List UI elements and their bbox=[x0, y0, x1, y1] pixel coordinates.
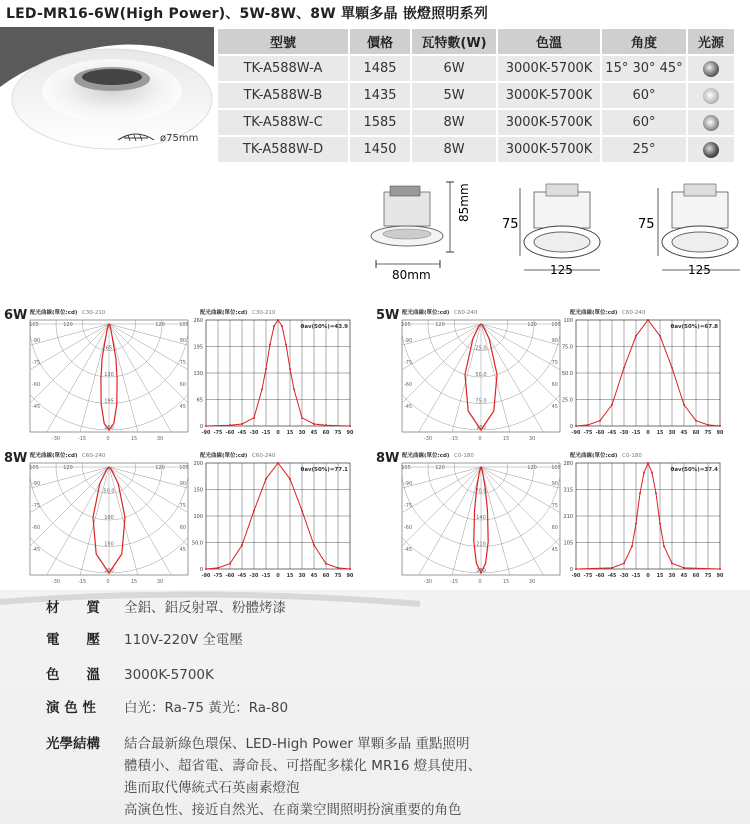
y-tick: 280 bbox=[563, 461, 573, 467]
tick-label: 90 bbox=[179, 481, 186, 487]
x-tick: 45 bbox=[310, 431, 318, 436]
y-tick: 195 bbox=[193, 344, 203, 351]
x-tick: -30 bbox=[619, 574, 629, 579]
beam-angle-label: θav(50%)=77.1 bbox=[300, 467, 348, 473]
bulb-icon bbox=[703, 115, 719, 131]
spec-label: 材 質 bbox=[46, 600, 100, 616]
ring-label: 75.0 bbox=[475, 398, 487, 405]
cell-angle: 25° bbox=[602, 137, 686, 162]
x-tick: -75 bbox=[583, 574, 593, 579]
cell-angle: 60° bbox=[602, 83, 686, 108]
x-tick: -90 bbox=[201, 574, 211, 579]
chart-title: 配光曲線(單位:cd) bbox=[402, 453, 450, 459]
y-tick: 150 bbox=[193, 487, 203, 494]
tick-label: 120 bbox=[155, 465, 165, 471]
bulb-icon bbox=[703, 142, 719, 158]
bulb-icon bbox=[703, 61, 719, 77]
tick-label: -90 bbox=[32, 338, 41, 344]
panel-label: 5W bbox=[376, 308, 400, 323]
spec-label: 電 壓 bbox=[46, 632, 100, 648]
tick-label: 60 bbox=[551, 525, 558, 531]
panel-label: 8W bbox=[376, 451, 400, 466]
intensity-chart bbox=[179, 306, 362, 454]
col-source: 光源 bbox=[688, 29, 734, 54]
y-tick: 0 bbox=[199, 424, 203, 430]
tick-label: -15 bbox=[449, 436, 459, 442]
beam-angle-label: θav(50%)=37.4 bbox=[670, 467, 718, 473]
col-model: 型號 bbox=[218, 29, 348, 54]
cutout-dimension bbox=[116, 131, 198, 145]
chart-title: 配光曲線(單位:cd) bbox=[570, 453, 618, 459]
col-price: 價格 bbox=[350, 29, 410, 54]
y-tick: 25.0 bbox=[561, 397, 573, 404]
cell-watt: 8W bbox=[412, 110, 496, 135]
tick-label: 105 bbox=[29, 465, 39, 471]
tick-label: 45 bbox=[551, 547, 558, 553]
chart-subtitle: C0-180 bbox=[622, 453, 642, 459]
front-view-drawing bbox=[658, 184, 740, 270]
front-view-drawing bbox=[520, 184, 600, 270]
tick-label: 30 bbox=[528, 436, 536, 442]
y-tick: 75.0 bbox=[561, 344, 573, 351]
tick-label: 0 bbox=[106, 436, 110, 442]
product-table bbox=[216, 27, 736, 164]
tick-label: 30 bbox=[156, 579, 164, 585]
y-tick: 200 bbox=[193, 461, 203, 467]
tick-label: -30 bbox=[51, 579, 61, 585]
cell-price: 1585 bbox=[350, 110, 410, 135]
tick-label: 0 bbox=[106, 579, 110, 585]
spec-value: 全鋁、鋁反射罩、粉體烤漆 bbox=[124, 600, 286, 616]
spec-row-optics bbox=[46, 733, 481, 821]
tick-label: -15 bbox=[77, 579, 87, 585]
height-label: 75 bbox=[502, 217, 519, 232]
ring-label: 50.0 bbox=[475, 372, 487, 378]
cell-model: TK-A588W-D bbox=[218, 137, 348, 162]
x-tick: -90 bbox=[201, 431, 211, 436]
cutout-icon bbox=[116, 131, 156, 145]
y-tick: 0 bbox=[569, 424, 573, 430]
x-tick: -45 bbox=[607, 431, 617, 436]
x-tick: -60 bbox=[225, 574, 235, 579]
side-view-drawing bbox=[371, 182, 454, 268]
tick-label: -45 bbox=[32, 404, 41, 410]
tick-label: 120 bbox=[63, 465, 73, 471]
x-tick: 30 bbox=[668, 574, 676, 579]
tick-label: 15 bbox=[502, 579, 510, 585]
table-header bbox=[218, 29, 734, 54]
tick-label: 105 bbox=[551, 465, 561, 471]
x-tick: 30 bbox=[668, 431, 676, 436]
tick-label: 15 bbox=[502, 436, 510, 442]
spec-label: 色 溫 bbox=[46, 667, 100, 683]
x-tick: 45 bbox=[680, 574, 688, 579]
tick-label: 120 bbox=[527, 322, 537, 328]
ring-label: 100 bbox=[476, 425, 486, 431]
x-tick: 60 bbox=[322, 574, 330, 579]
x-tick: -45 bbox=[237, 574, 247, 579]
table-row bbox=[218, 83, 734, 108]
tick-label: 45 bbox=[179, 404, 186, 410]
x-tick: 60 bbox=[692, 431, 700, 436]
page-title: LED-MR16-6W(High Power)、5W-8W、8W 單顆多晶 嵌燈照明系列 bbox=[6, 6, 489, 22]
col-temp: 色溫 bbox=[498, 29, 600, 54]
table-row bbox=[218, 137, 734, 162]
spec-line: 體積小、超省電、壽命長、可搭配多樣化 MR16 燈具使用、 bbox=[124, 758, 482, 774]
tick-label: -90 bbox=[404, 481, 413, 487]
cell-source bbox=[688, 83, 734, 108]
width-label: 125 bbox=[688, 263, 711, 277]
ring-label: 140 bbox=[476, 515, 486, 521]
tick-label: 105 bbox=[401, 322, 411, 328]
tick-label: 15 bbox=[130, 436, 138, 442]
cell-price: 1450 bbox=[350, 137, 410, 162]
x-tick: 60 bbox=[692, 574, 700, 579]
tick-label: -75 bbox=[32, 360, 41, 366]
tick-label: 45 bbox=[179, 547, 186, 553]
tick-label: -60 bbox=[404, 525, 413, 531]
x-tick: 75 bbox=[704, 574, 712, 579]
bulb-icon bbox=[703, 88, 719, 104]
tick-label: 90 bbox=[551, 338, 558, 344]
chart-title: 配光曲線(單位:cd) bbox=[200, 453, 248, 459]
cell-temp: 3000K-5700K bbox=[498, 110, 600, 135]
spec-row-color-temp bbox=[46, 664, 214, 686]
panel-label: 8W bbox=[4, 451, 28, 466]
x-tick: -30 bbox=[249, 431, 259, 436]
x-tick: 75 bbox=[334, 431, 342, 436]
chart-title: 配光曲線(單位:cd) bbox=[570, 310, 618, 316]
y-tick: 260 bbox=[193, 318, 203, 324]
cell-angle: 60° bbox=[602, 110, 686, 135]
x-tick: 60 bbox=[322, 431, 330, 436]
cell-source bbox=[688, 110, 734, 135]
spec-row-voltage bbox=[46, 629, 243, 651]
tick-label: -75 bbox=[404, 360, 413, 366]
polar-chart bbox=[20, 306, 198, 454]
polar-chart bbox=[392, 449, 570, 597]
cell-model: TK-A588W-B bbox=[218, 83, 348, 108]
cutout-label: ø75mm bbox=[160, 132, 199, 144]
x-tick: 30 bbox=[298, 574, 306, 579]
table-row bbox=[218, 56, 734, 81]
x-tick: 75 bbox=[334, 574, 342, 579]
tick-label: 0 bbox=[478, 579, 482, 585]
tick-label: 105 bbox=[29, 322, 39, 328]
x-tick: -30 bbox=[249, 574, 259, 579]
x-tick: -75 bbox=[583, 431, 593, 436]
ring-label: 210 bbox=[476, 541, 486, 548]
x-tick: 15 bbox=[656, 574, 664, 579]
cell-source bbox=[688, 56, 734, 81]
tick-label: 105 bbox=[179, 322, 189, 328]
tick-label: 75 bbox=[551, 503, 558, 509]
chart-subtitle: C60-240 bbox=[252, 453, 276, 459]
tick-label: -75 bbox=[404, 503, 413, 509]
tick-label: 15 bbox=[130, 579, 138, 585]
chart-subtitle: C60-240 bbox=[622, 310, 646, 316]
width-label: 80mm bbox=[392, 268, 431, 282]
tick-label: -45 bbox=[404, 547, 413, 553]
ring-label: 195 bbox=[104, 398, 114, 405]
tick-label: 120 bbox=[527, 465, 537, 471]
tick-label: -60 bbox=[32, 525, 41, 531]
x-tick: 15 bbox=[286, 574, 294, 579]
y-tick: 50.0 bbox=[561, 371, 573, 377]
x-tick: 15 bbox=[286, 431, 294, 436]
tick-label: 75 bbox=[179, 360, 186, 366]
tick-label: 105 bbox=[401, 465, 411, 471]
x-tick: -45 bbox=[607, 574, 617, 579]
panel-label: 6W bbox=[4, 308, 28, 323]
chart-subtitle: C60-240 bbox=[82, 453, 106, 459]
y-tick: 100 bbox=[193, 514, 203, 520]
ring-label: 260 bbox=[104, 425, 114, 431]
y-tick: 130 bbox=[193, 371, 203, 377]
tick-label: 120 bbox=[435, 322, 445, 328]
y-tick: 100 bbox=[563, 318, 573, 324]
tick-label: 30 bbox=[156, 436, 164, 442]
x-tick: -15 bbox=[261, 574, 271, 579]
beam-angle-label: θav(50%)=43.9 bbox=[300, 324, 348, 330]
spec-value: 白光：Ra-75 黃光：Ra-80 bbox=[124, 700, 289, 716]
col-watt: 瓦特數(W) bbox=[412, 29, 496, 54]
tick-label: 75 bbox=[551, 360, 558, 366]
y-tick: 0 bbox=[199, 567, 203, 573]
x-tick: -60 bbox=[225, 431, 235, 436]
ring-label: 130 bbox=[104, 372, 114, 378]
x-tick: -60 bbox=[595, 431, 605, 436]
tick-label: 90 bbox=[551, 481, 558, 487]
tick-label: -45 bbox=[32, 547, 41, 553]
x-tick: 0 bbox=[646, 574, 650, 579]
col-angle: 角度 bbox=[602, 29, 686, 54]
tick-label: 60 bbox=[179, 382, 186, 388]
tick-label: 90 bbox=[179, 338, 186, 344]
tick-label: -30 bbox=[423, 579, 433, 585]
x-tick: 45 bbox=[310, 574, 318, 579]
tick-label: 0 bbox=[478, 436, 482, 442]
chart-subtitle: C30-210 bbox=[82, 310, 106, 316]
spec-value bbox=[124, 733, 481, 821]
ring-label: 65 bbox=[105, 345, 113, 352]
x-tick: 0 bbox=[276, 574, 280, 579]
y-tick: 65 bbox=[196, 397, 203, 404]
x-tick: -30 bbox=[619, 431, 629, 436]
x-tick: -15 bbox=[631, 431, 641, 436]
tick-label: -75 bbox=[32, 503, 41, 509]
cell-model: TK-A588W-A bbox=[218, 56, 348, 81]
spec-value: 110V-220V 全電壓 bbox=[124, 632, 243, 648]
cell-model: TK-A588W-C bbox=[218, 110, 348, 135]
tick-label: 30 bbox=[528, 579, 536, 585]
x-tick: 45 bbox=[680, 431, 688, 436]
ring-label: 150 bbox=[104, 541, 114, 548]
x-tick: 15 bbox=[656, 431, 664, 436]
tick-label: 120 bbox=[63, 322, 73, 328]
height-label: 75 bbox=[638, 217, 655, 232]
spec-line: 高演色性、接近自然光、在商業空間照明扮演重要的角色 bbox=[124, 802, 462, 818]
chart-subtitle: C60-240 bbox=[454, 310, 478, 316]
x-tick: 0 bbox=[646, 431, 650, 436]
chart-title: 配光曲線(單位:cd) bbox=[30, 453, 78, 459]
x-tick: -90 bbox=[571, 431, 581, 436]
x-tick: -90 bbox=[571, 574, 581, 579]
cell-price: 1435 bbox=[350, 83, 410, 108]
intensity-chart bbox=[179, 449, 362, 597]
x-tick: 0 bbox=[276, 431, 280, 436]
cell-watt: 5W bbox=[412, 83, 496, 108]
x-tick: 90 bbox=[716, 574, 724, 579]
tick-label: 105 bbox=[179, 465, 189, 471]
polar-chart bbox=[392, 306, 570, 454]
tick-label: 120 bbox=[435, 465, 445, 471]
tick-label: 120 bbox=[155, 322, 165, 328]
table-row bbox=[218, 110, 734, 135]
chart-title: 配光曲線(單位:cd) bbox=[402, 310, 450, 316]
tick-label: 60 bbox=[551, 382, 558, 388]
tick-label: -45 bbox=[404, 404, 413, 410]
spec-row-material bbox=[46, 597, 286, 619]
x-tick: 90 bbox=[346, 574, 354, 579]
x-tick: -75 bbox=[213, 574, 223, 579]
x-tick: -75 bbox=[213, 431, 223, 436]
chart-subtitle: C30-210 bbox=[252, 310, 276, 316]
tick-label: 75 bbox=[179, 503, 186, 509]
cell-watt: 6W bbox=[412, 56, 496, 81]
cell-source bbox=[688, 137, 734, 162]
x-tick: 30 bbox=[298, 431, 306, 436]
cell-watt: 8W bbox=[412, 137, 496, 162]
y-tick: 50.0 bbox=[191, 540, 203, 547]
height-label: 85mm bbox=[457, 183, 471, 222]
spec-line: 結合最新綠色環保、LED-High Power 單顆多晶 重點照明 bbox=[124, 736, 470, 752]
spec-row-cri bbox=[46, 697, 288, 719]
cell-price: 1485 bbox=[350, 56, 410, 81]
x-tick: -15 bbox=[261, 431, 271, 436]
y-tick: 210 bbox=[563, 514, 573, 520]
x-tick: 90 bbox=[716, 431, 724, 436]
tick-label: -90 bbox=[404, 338, 413, 344]
tick-label: -30 bbox=[51, 436, 61, 442]
tick-label: -15 bbox=[449, 579, 459, 585]
x-tick: -60 bbox=[595, 574, 605, 579]
chart-title: 配光曲線(單位:cd) bbox=[200, 310, 248, 316]
cell-temp: 3000K-5700K bbox=[498, 83, 600, 108]
ring-label: 25.0 bbox=[475, 345, 487, 352]
y-tick: 105 bbox=[563, 540, 573, 547]
cell-temp: 3000K-5700K bbox=[498, 56, 600, 81]
x-tick: 75 bbox=[704, 431, 712, 436]
polar-chart bbox=[20, 449, 198, 597]
tick-label: 105 bbox=[551, 322, 561, 328]
x-tick: -45 bbox=[237, 431, 247, 436]
y-tick: 315 bbox=[563, 487, 573, 494]
beam-angle-label: θav(50%)=67.8 bbox=[670, 324, 718, 330]
dimension-drawings bbox=[370, 178, 745, 284]
spec-label: 光學結構 bbox=[46, 736, 100, 752]
tick-label: 45 bbox=[551, 404, 558, 410]
tick-label: -90 bbox=[32, 481, 41, 487]
width-label: 125 bbox=[550, 263, 573, 277]
tick-label: -15 bbox=[77, 436, 87, 442]
chart-title: 配光曲線(單位:cd) bbox=[30, 310, 78, 316]
ring-label: 70.0 bbox=[475, 488, 487, 495]
y-tick: 0 bbox=[569, 567, 573, 573]
ring-label: 280 bbox=[476, 568, 486, 574]
spec-value: 3000K-5700K bbox=[124, 667, 214, 683]
tick-label: -30 bbox=[423, 436, 433, 442]
spec-line: 進而取代傳統式石英鹵素燈泡 bbox=[124, 780, 300, 796]
intensity-chart bbox=[552, 449, 732, 597]
ring-label: 50.0 bbox=[103, 488, 115, 495]
x-tick: 90 bbox=[346, 431, 354, 436]
tick-label: -60 bbox=[32, 382, 41, 388]
tick-label: 60 bbox=[179, 525, 186, 531]
spec-label: 演 色 性 bbox=[46, 700, 96, 716]
ring-label: 100 bbox=[104, 515, 114, 521]
tick-label: -60 bbox=[404, 382, 413, 388]
intensity-chart bbox=[552, 306, 732, 454]
ring-label: 200 bbox=[104, 568, 114, 574]
x-tick: -15 bbox=[631, 574, 641, 579]
cell-temp: 3000K-5700K bbox=[498, 137, 600, 162]
chart-subtitle: C0-180 bbox=[454, 453, 474, 459]
cell-angle: 15° 30° 45° bbox=[602, 56, 686, 81]
